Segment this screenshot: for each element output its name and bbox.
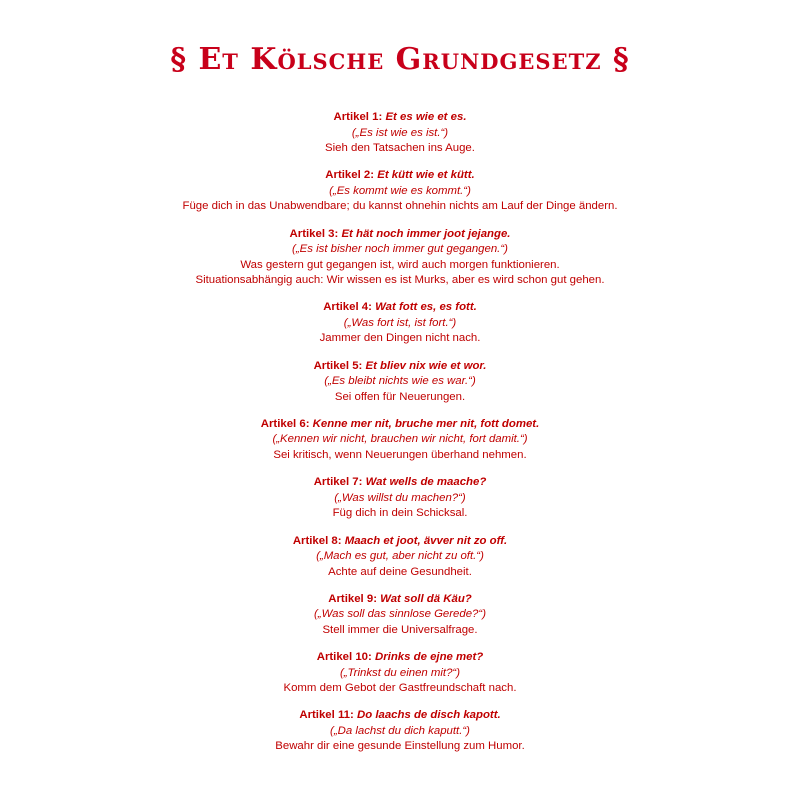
article-heading — [0, 168, 800, 184]
article-translation: („Trinkst du einen mit?“) — [339, 666, 461, 679]
article-8 — [0, 534, 800, 581]
article-1 — [0, 110, 800, 157]
article-heading — [0, 110, 800, 126]
article-label: Artikel 1: — [333, 111, 383, 123]
article-meaning: Komm dem Gebot der Gastfreundschaft nach. — [283, 682, 517, 695]
article-meaning: Jammer den Dingen nicht nach. — [319, 332, 481, 345]
article-meaning: Sieh den Tatsachen ins Auge. — [325, 142, 475, 154]
article-label: Artikel 11: — [299, 709, 354, 722]
article-meaning: Was gestern gut gegangen ist, wird auch morgen funktionieren. — [240, 258, 560, 271]
article-koelsch-text: Drinks de ejne met? — [375, 651, 484, 664]
article-label: Artikel 7: — [313, 476, 363, 489]
article-label: Artikel 4: — [323, 301, 372, 314]
article-3 — [0, 227, 800, 289]
article-meaning: Sei kritisch, wenn Neuerungen überhand nehmen. — [273, 448, 527, 461]
article-translation: („Was fort ist, ist fort.“) — [343, 316, 457, 329]
article-heading — [0, 359, 800, 375]
article-heading — [0, 475, 800, 491]
article-meaning: Stell immer die Universalfrage. — [322, 623, 478, 636]
article-translation: („Was willst du machen?“) — [334, 491, 466, 504]
article-heading — [0, 592, 800, 608]
article-koelsch-text: Et kütt wie et kütt. — [377, 169, 475, 182]
article-translation: („Mach es gut, aber nicht zu oft.“) — [316, 550, 484, 563]
article-heading — [0, 650, 800, 666]
article-meaning: Achte auf deine Gesundheit. — [328, 565, 472, 578]
article-label: Artikel 9: — [328, 592, 377, 605]
article-meaning: Füge dich in das Unabwendbare; du kannst ohnehin nichts am Lauf der Dinge ändern. — [182, 200, 618, 213]
article-list — [0, 110, 800, 767]
article-koelsch-text: Et es wie et es. — [385, 111, 467, 123]
article-label: Artikel 3: — [289, 227, 339, 240]
article-koelsch-text: Kenne mer nit, bruche mer nit, fott domet. — [312, 417, 540, 430]
article-koelsch-text: Wat soll dä Käu? — [380, 592, 472, 605]
article-heading — [0, 417, 800, 433]
article-10 — [0, 650, 800, 697]
article-5 — [0, 359, 800, 406]
article-translation: („Was soll das sinnlose Gerede?“) — [314, 608, 486, 621]
article-koelsch-text: Wat wells de maache? — [365, 476, 487, 489]
article-heading — [0, 300, 800, 316]
article-translation: („Da lachst du dich kaputt.“) — [330, 724, 470, 737]
article-9 — [0, 592, 800, 639]
article-translation: („Es ist bisher noch immer gut gegangen.“) — [292, 243, 508, 256]
article-2 — [0, 168, 800, 215]
article-koelsch-text: Do laachs de disch kapott. — [356, 709, 501, 722]
article-meaning: Sei offen für Neuerungen. — [334, 390, 466, 403]
article-6 — [0, 417, 800, 464]
article-label: Artikel 2: — [325, 169, 375, 182]
article-meaning: Bewahr dir eine gesunde Einstellung zum Humor. — [275, 740, 525, 753]
page-title: § Et Kölsche Grundgesetz § — [170, 42, 630, 77]
article-translation: („Es bleibt nichts wie es war.“) — [324, 375, 476, 388]
article-label: Artikel 5: — [313, 359, 363, 372]
article-11 — [0, 708, 800, 755]
article-meaning: Situationsabhängig auch: Wir wissen es ist Murks, aber es wird schon gut gehen. — [195, 274, 605, 287]
article-label: Artikel 6: — [260, 417, 310, 430]
article-label: Artikel 8: — [292, 534, 342, 547]
article-translation: („Es ist wie es ist.“) — [351, 126, 449, 139]
article-translation: („Es kommt wie es kommt.“) — [329, 184, 471, 197]
article-heading — [0, 708, 800, 724]
article-4 — [0, 300, 800, 347]
article-koelsch-text: Et hät noch immer joot jejange. — [341, 227, 511, 240]
article-koelsch-text: Et bliev nix wie et wor. — [365, 359, 487, 372]
article-7 — [0, 475, 800, 522]
article-translation: („Kennen wir nicht, brauchen wir nicht, fort damit.“) — [272, 433, 528, 446]
article-label: Artikel 10: — [316, 651, 372, 664]
article-heading — [0, 534, 800, 550]
article-heading — [0, 227, 800, 243]
article-koelsch-text: Maach et joot, ävver nit zo off. — [344, 534, 508, 547]
article-koelsch-text: Wat fott es, es fott. — [375, 301, 477, 314]
article-meaning: Füg dich in dein Schicksal. — [332, 507, 468, 520]
